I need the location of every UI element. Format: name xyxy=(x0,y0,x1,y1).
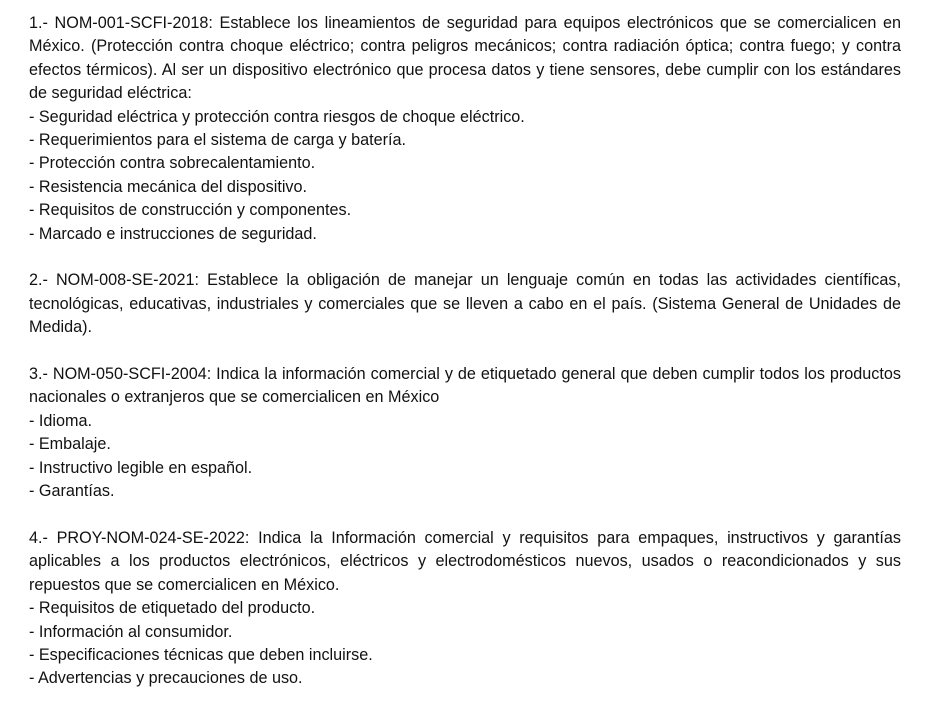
section-paragraph: 2.- NOM-008-SE-2021: Establece la obligación de manejar un lenguaje común en todas las actividades científicas, tecnológicas, educativas, industriales y comerciales que se lleven a cabo en el país. (Sistema General de Unidades de Medida). xyxy=(29,271,901,337)
bullet-item: - Especificaciones técnicas que deben incluirse. xyxy=(29,645,373,664)
section-paragraph: 3.- NOM-050-SCFI-2004: Indica la información comercial y de etiquetado general que deben cumplir todos los productos nacionales o extranjeros que se comercialicen en México xyxy=(29,365,901,407)
bullet-item: - Instructivo legible en español. xyxy=(29,458,253,477)
section-nom-008 xyxy=(29,269,901,339)
bullet-item: - Requisitos de construcción y componentes. xyxy=(29,201,352,220)
section-paragraph: 1.- NOM-001-SCFI-2018: Establece los lineamientos de seguridad para equipos electrónicos que se comercialicen en México. (Protección contra choque eléctrico; contra peligros mecánicos; contra radiación óptica; contra fuego; y contra efectos térmicos). Al ser un dispositivo electrónico que procesa datos y tiene sensores, debe cumplir con los estándares de seguridad eléctrica: xyxy=(29,14,901,103)
bullet-item: - Marcado e instrucciones de seguridad. xyxy=(29,224,317,243)
bullet-item: - Información al consumidor. xyxy=(29,622,233,641)
document-body xyxy=(29,12,901,691)
bullet-item: - Advertencias y precauciones de uso. xyxy=(29,669,303,688)
section-proy-nom-024 xyxy=(29,527,901,691)
section-nom-050 xyxy=(29,363,901,503)
bullet-item: - Idioma. xyxy=(29,411,92,430)
bullet-item: - Requisitos de etiquetado del producto. xyxy=(29,599,316,618)
bullet-item: - Seguridad eléctrica y protección contra riesgos de choque eléctrico. xyxy=(29,107,525,126)
section-nom-001 xyxy=(29,12,901,246)
bullet-item: - Embalaje. xyxy=(29,435,111,454)
bullet-item: - Resistencia mecánica del dispositivo. xyxy=(29,177,308,196)
bullet-item: - Protección contra sobrecalentamiento. xyxy=(29,154,316,173)
bullet-item: - Requerimientos para el sistema de carga y batería. xyxy=(29,131,406,150)
bullet-list xyxy=(29,106,901,246)
section-paragraph: 4.- PROY-NOM-024-SE-2022: Indica la Información comercial y requisitos para empaques, instructivos y garantías aplicables a los productos electrónicos, eléctricos y electrodomésticos nuevos, usados o reacondicionados y sus repuestos que se comercialicen en México. xyxy=(29,528,901,594)
bullet-list xyxy=(29,597,901,691)
bullet-list xyxy=(29,410,901,504)
bullet-item: - Garantías. xyxy=(29,482,115,501)
